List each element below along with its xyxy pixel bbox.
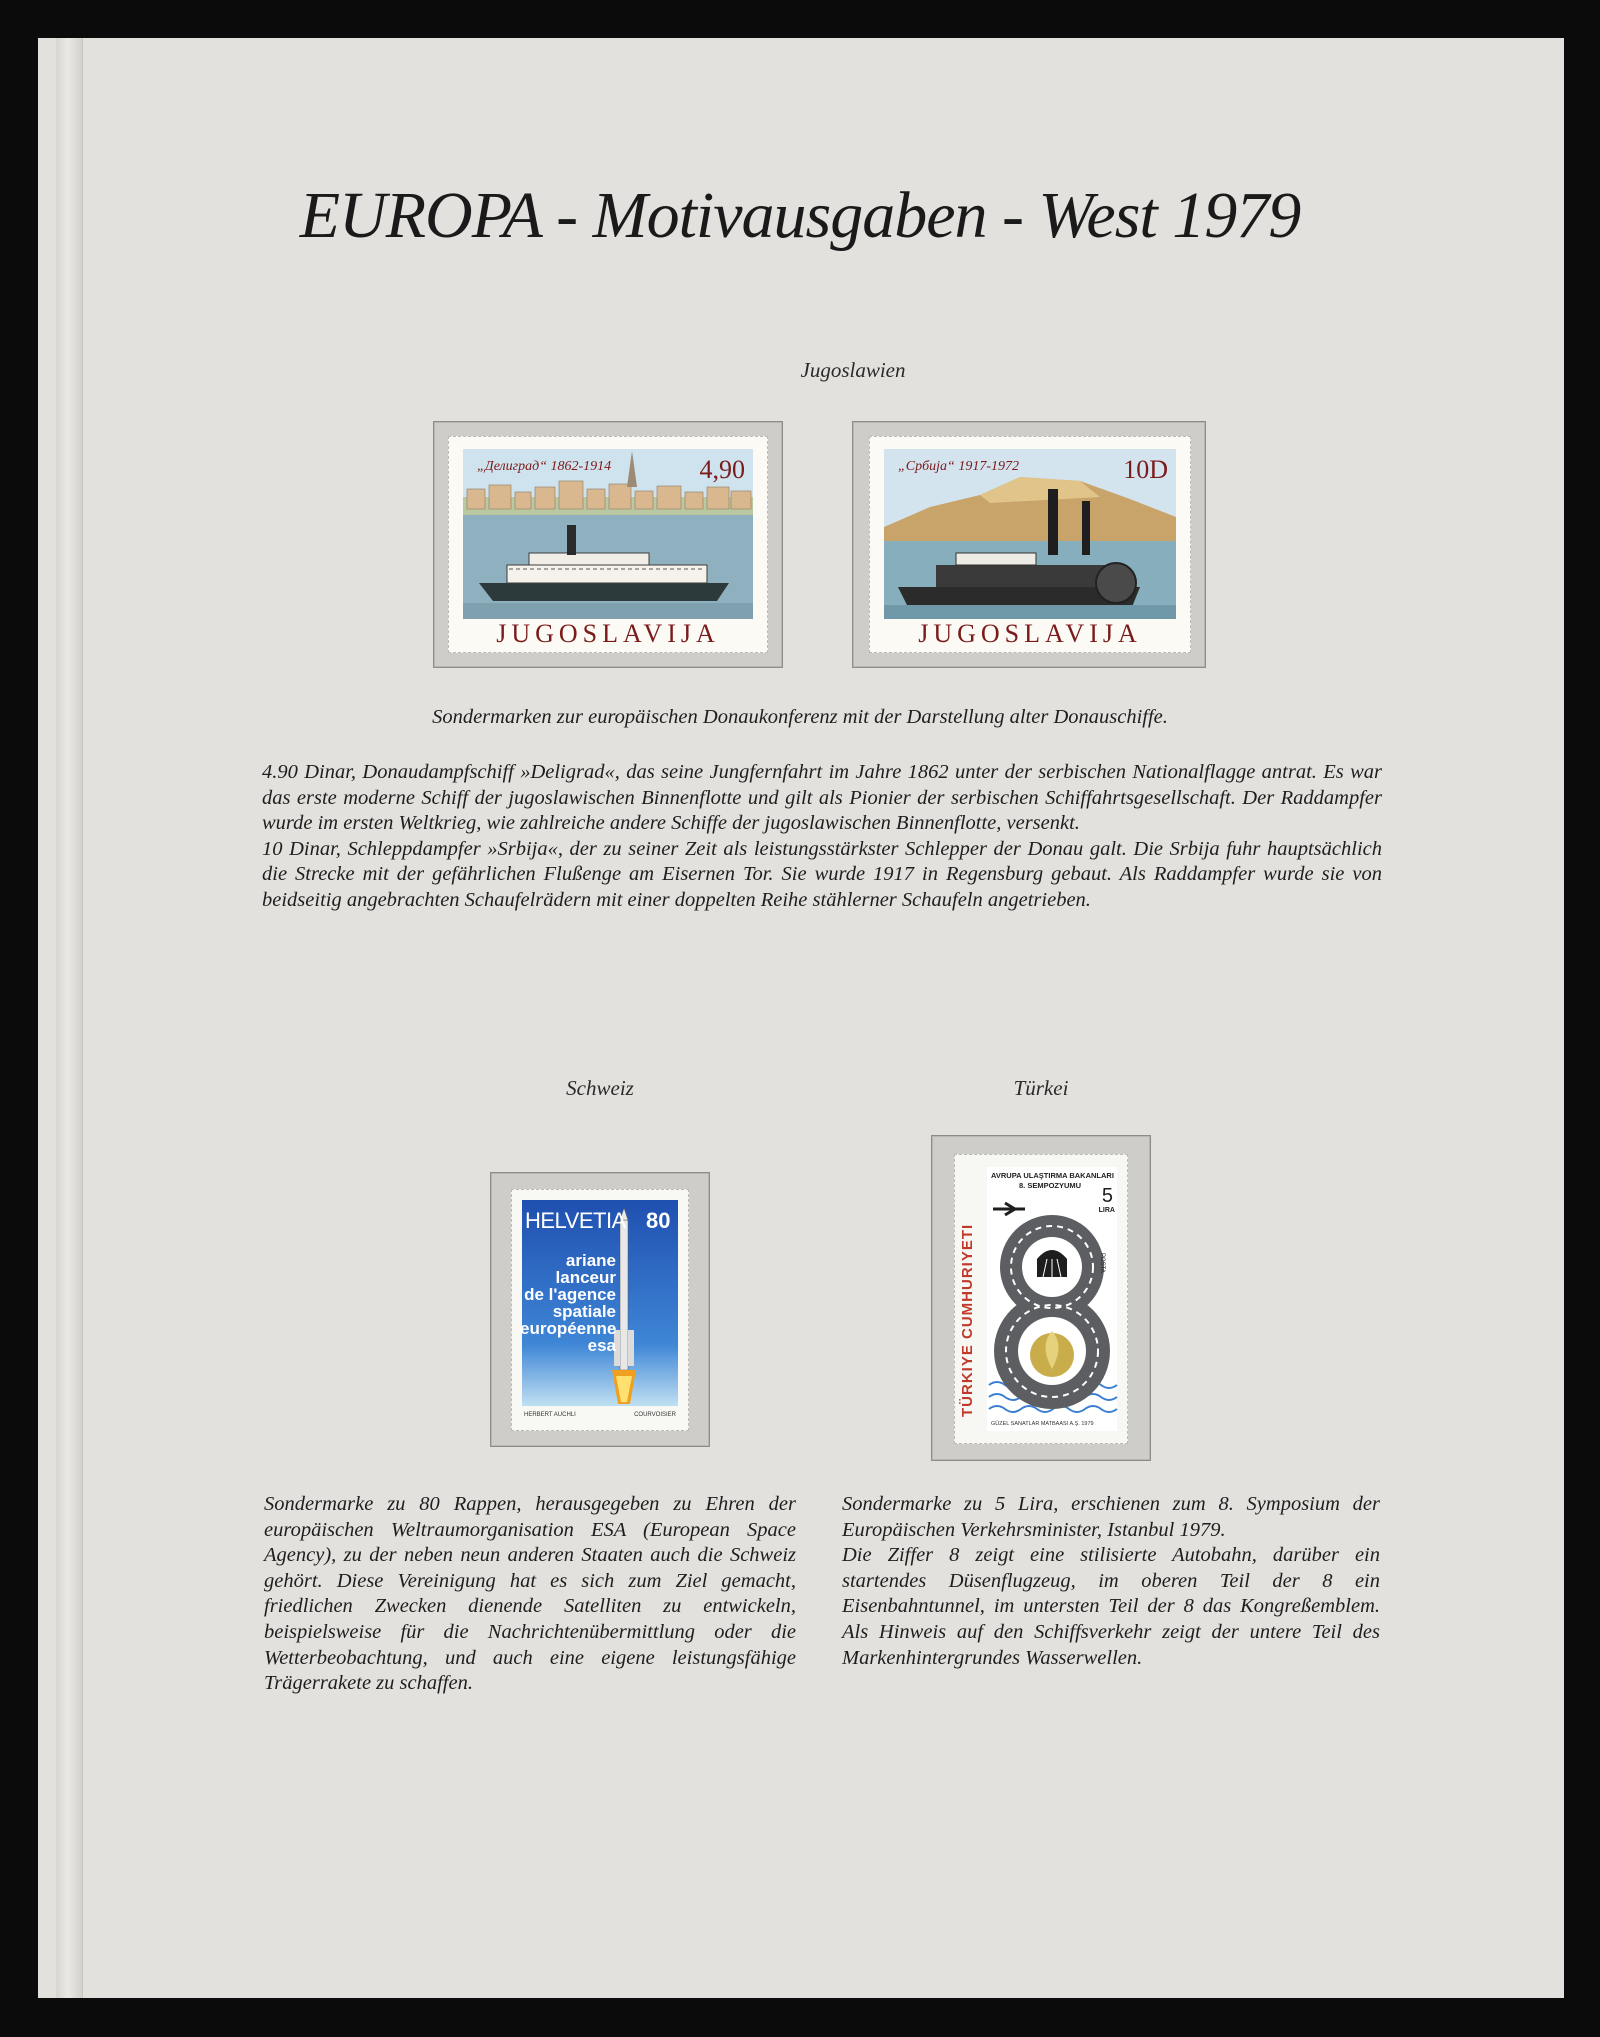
stamp-mount-helvetia — [490, 1172, 710, 1447]
stamp-text-line: spatiale — [552, 1302, 616, 1321]
stamp-turkey-symposium[interactable] — [954, 1154, 1128, 1444]
stamp-text-line: de l'agence — [524, 1285, 616, 1304]
stamp-country-text: TÜRKIYE CUMHURIYETI — [959, 1223, 976, 1417]
stamp-currency: LIRA — [1098, 1207, 1115, 1214]
page-spine — [56, 38, 83, 1998]
stamp-value: 5 — [1101, 1185, 1113, 1207]
stamp-value: 80 — [646, 1208, 671, 1233]
description-paragraph: 10 Dinar, Schleppdampfer »Srbija«, der zu seiner Zeit als leistungsstärkster Schlepper der Donau galt. Die Srbija fuhr hauptsächlich die Strecke mit der gefährlichen Flußenge am Eisernen Tor. Sie wurde 1917 in Regensburg gebaut. Als Raddampfer wurde sie von beidseitig angebrachten Schaufelrädern mit einer doppelten Reihe stählerner Schaufeln angetrieben. — [262, 837, 1382, 911]
page-title: EUROPA - Motivausgaben - West 1979 — [299, 179, 1301, 252]
stamp-yugo-srbija[interactable] — [869, 436, 1191, 653]
stamp-value: 4,90 — [699, 455, 745, 484]
stamp-yugo-deligrad[interactable] — [448, 436, 768, 653]
description-paragraph: Die Ziffer 8 zeigt eine stilisierte Autobahn, darüber ein startendes Düsenflugzeug, im oberen Teil der 8 ein Eisenbahntunnel, im untersten Teil der 8 das Kongreßemblem. Als Hinweis auf den Schiffsverkehr zeigt der untere Teil des Markenhintergrundes Wasserwellen. — [842, 1544, 1380, 1669]
stamp-helvetia-ariane[interactable] — [511, 1189, 689, 1431]
heading-jugoslawien: Jugoslawien — [800, 358, 906, 382]
stamp-text-line: esa — [587, 1336, 616, 1355]
stamp-mount-yugo-2 — [852, 421, 1206, 668]
stamp-credit-printer: COURVOISIER — [634, 1412, 676, 1418]
stamp-text-line: européenne — [520, 1319, 617, 1338]
description-paragraph: Sondermarke zu 5 Lira, erschienen zum 8. Symposium der Europäischen Verkehrsminister, Istanbul 1979. — [842, 1493, 1380, 1541]
stamp-credit-designer: HERBERT AUCHLI — [524, 1412, 576, 1418]
description-paragraph: 4.90 Dinar, Donaudampfschiff »Deligrad«, das seine Jungfernfahrt im Jahre 1862 unter der serbischen Nationalflagge antrat. Es war das erste moderne Schiff der jugoslawischen Binnenflotte und gilt als Pionier der serbischen Schiffahrtsgesellschaft. Der Raddampfer wurde im ersten Weltkrieg, wie zahlreiche andere Schiffe der jugoslawischen Binnenflotte, versenkt. — [262, 761, 1382, 835]
stamp-ariane-text — [520, 1252, 616, 1354]
stamp-mount-yugo-1 — [433, 421, 783, 668]
stamp-country-text: HELVETIA — [525, 1208, 626, 1233]
stamp-posta-label: POSTA — [1099, 1253, 1105, 1273]
stamp-printer-footer: GÜZEL SANATLAR MATBAASI A.Ş. 1979 — [991, 1421, 1094, 1427]
yugoslavia-description — [262, 760, 1382, 914]
yugoslavia-caption: Sondermarken zur europäischen Donaukonferenz mit der Darstellung alter Donauschiffe. — [432, 706, 1168, 728]
stamp-ship-label: „Србија“ 1917-1972 — [898, 459, 1020, 474]
stamp-text-line: ariane — [565, 1251, 616, 1270]
stamp-text-line: lanceur — [555, 1268, 616, 1287]
heading-schweiz: Schweiz — [566, 1076, 634, 1100]
turkey-description — [842, 1492, 1380, 1671]
stamp-country-text: JUGOSLAVIJA — [918, 619, 1142, 648]
stamp-value: 10D — [1123, 455, 1168, 484]
switzerland-description: Sondermarke zu 80 Rappen, herausgegeben zu Ehren der europäischen Weltraumorganisation ESA (European Space Agency), zu der neben neun anderen Staaten auch die Schweiz gehört. Diese Vereinigung hat es sich zum Ziel gemacht, friedlichen Zwecken dienende Satelliten zu entwickeln, beispielsweise für die Nachrichtenübermittlung oder die Wetterbeobachtung, und auch eine eigene leistungsfähige Trägerrakete zu schaffen. — [264, 1493, 796, 1695]
stamp-country-text: JUGOSLAVIJA — [496, 619, 720, 648]
stamp-mount-turkey — [931, 1135, 1151, 1461]
stamp-header-line2: 8. SEMPOZYUMU — [1019, 1181, 1082, 1190]
heading-tuerkei: Türkei — [1013, 1076, 1069, 1100]
album-page — [38, 38, 1564, 1998]
stamp-header-line1: AVRUPA ULAŞTIRMA BAKANLARI — [991, 1171, 1114, 1180]
stamp-ship-label: „Делиград“ 1862-1914 — [477, 459, 612, 474]
